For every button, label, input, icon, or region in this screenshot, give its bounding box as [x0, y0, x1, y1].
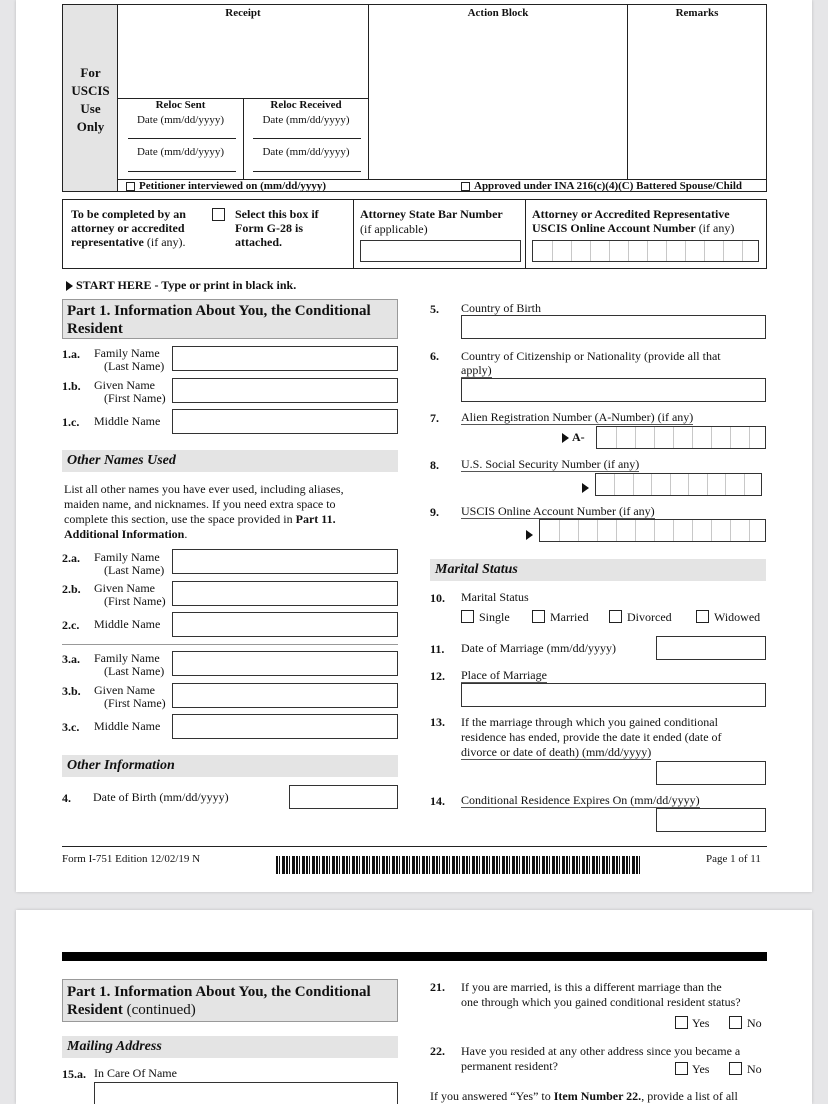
- family-name-label-3a: Family Name (Last Name): [94, 651, 165, 678]
- country-of-birth-label: Country of Birth: [461, 301, 541, 315]
- family-name-label-1a: Family Name (Last Name): [94, 346, 165, 373]
- reloc-received-date-line-1[interactable]: [253, 138, 361, 139]
- uscis-use-block: For USCIS Use Only Receipt Action Block Remarks Reloc Sent Reloc Received Date (mm/dd/yyyy) Date (mm/dd/yyyy) Date (mm/dd/yyyy) Date (mm/dd/yyyy) Petitioner interviewed on (mm/dd/yyyy) Approved under INA 216(c)(4)(C) Battered Spouse/Child: [62, 4, 767, 192]
- date-of-birth-label: Date of Birth (mm/dd/yyyy): [93, 790, 229, 804]
- g28-attached-label: Select this box if Form G-28 is attached.: [235, 207, 319, 249]
- attorney-block: To be completed by an attorney or accredited representative (if any). Select this box if Form G-28 is attached. Attorney State Bar Number (if applicable) Attorney or Accredited Representative USCIS Online Account Number (if any): [62, 199, 767, 269]
- g28-attached-checkbox[interactable]: [212, 208, 225, 221]
- action-block-heading: Action Block: [467, 7, 529, 19]
- approved-battered-spouse-checkbox[interactable]: [461, 182, 470, 191]
- divorced-checkbox[interactable]: [609, 610, 622, 623]
- divorced-label: Divorced: [627, 610, 672, 624]
- family-name-label-2a: Family Name (Last Name): [94, 550, 165, 577]
- family-name-input[interactable]: [172, 346, 398, 371]
- place-of-marriage-input[interactable]: [461, 683, 766, 707]
- marital-status-header: Marital Status: [430, 559, 766, 581]
- other-names-instructions: List all other names you have ever used, including aliases, maiden name, and nicknames. If you need extra space to complete this section, use the space provided in Part 11. Additional Information.: [64, 482, 344, 541]
- other-family-name-input-2a[interactable]: [172, 549, 398, 574]
- start-here-instruction: START HERE - Type or print in black ink.: [66, 278, 296, 292]
- reloc-sent-date-line-2[interactable]: [128, 171, 236, 172]
- country-of-citizenship-input[interactable]: [461, 378, 766, 402]
- different-marriage-no-checkbox[interactable]: [729, 1016, 742, 1029]
- marriage-ended-label: If the marriage through which you gained conditional residence has ended, provide the date it ended (date of divorce or date of death) (mm/dd/yyyy): [461, 715, 722, 759]
- no-label: No: [747, 1062, 762, 1076]
- form-edition-footer: Form I-751 Edition 12/02/19 N: [62, 853, 201, 865]
- country-of-citizenship-label: Country of Citizenship or Nationality (provide all that apply): [461, 349, 721, 377]
- form-page-1: For USCIS Use Only Receipt Action Block Remarks Reloc Sent Reloc Received Date (mm/dd/yyyy) Date (mm/dd/yyyy) Date (mm/dd/yyyy) Date (mm/dd/yyyy) Petitioner interviewed on (mm/dd/yyyy) Approved under INA 216(c)(4)(C) Battered Spouse/Child To be completed by an attorney or accredited representative (if any). Select this box if Form G-28 is attached. Attorney State Bar Number (if applicable) Attorney or Accredited Representative USCIS Online Account Number (if any) START HERE - Type or print in black ink. Part 1. Information About You, the Conditional Resident 1.a. Family Name (Last Name) 1.b. Given Name (First Name) 1.c. Middle Name Other Names Used List all other names you have ever used, including aliases, maiden name, and nicknames. If you need extra space to complete this section, use the space provided in Part 11. Additional Information. 2.a. Family Name (Last Name) 2.b. Given Name (First Name) 2.c. Middle Name 3.a. Family Name (Last Name) 3.b. Given Name (First Name) 3.c. Middle Name Other Information 4. Date of Birth (mm/dd/yyyy) 5. Country of Birth 6. Country of Citizenship or Nationality (provide all that apply) 7. Alien Registration Number (A-Number) (if any) A- 8. U.S. Social Security Number (if any) 9. USCIS Online Account Number (if any) Marital Status 10. Marital Status Single Married Divorced Widowed 11. Date of Marriage (mm/dd/yyyy) 12. Place of Marriage 13. If the marriage through which you gained conditional residence has ended, provide the date it ended (date of divorce or date of death) (mm/dd/yyyy) 14. Conditional Residence Expires On (mm/dd/yyyy) Form I-751 Edition 12/02/19 N Page 1 of 11: [16, 0, 812, 892]
- other-family-name-input-3a[interactable]: [172, 651, 398, 676]
- approved-battered-spouse-label: Approved under INA 216(c)(4)(C) Battered Spouse/Child: [474, 180, 742, 192]
- part1-header: Part 1. Information About You, the Conditional Resident: [62, 299, 398, 339]
- petitioner-interviewed-label: Petitioner interviewed on (mm/dd/yyyy): [139, 180, 327, 192]
- arrow-right-icon: [582, 479, 592, 497]
- date-of-marriage-input[interactable]: [656, 636, 766, 660]
- given-name-label-3b: Given Name (First Name): [94, 683, 166, 710]
- yes-label: Yes: [692, 1016, 710, 1030]
- uscis-online-account-input[interactable]: [539, 519, 766, 542]
- other-address-question: Have you resided at any other address since you became a permanent resident?: [461, 1044, 741, 1073]
- reloc-received-label: Reloc Received: [270, 99, 342, 111]
- different-marriage-question: If you are married, is this a different marriage than the one through which you gained conditional resident status?: [461, 980, 741, 1009]
- other-middle-name-input-3c[interactable]: [172, 714, 398, 739]
- widowed-label: Widowed: [714, 610, 761, 624]
- single-checkbox[interactable]: [461, 610, 474, 623]
- page-number-footer: Page 1 of 11: [706, 853, 761, 865]
- address-list-instruction: If you answered “Yes” to Item Number 22., provide a list of all: [430, 1089, 738, 1103]
- reloc-sent-date-line-1[interactable]: [128, 138, 236, 139]
- petitioner-interviewed-checkbox[interactable]: [126, 182, 135, 191]
- part1-continued-header: Part 1. Information About You, the Conditional Resident (continued): [62, 979, 398, 1022]
- petitioner-interviewed-date-line[interactable]: [341, 191, 454, 192]
- given-name-label-2b: Given Name (First Name): [94, 581, 166, 608]
- other-middle-name-input-2c[interactable]: [172, 612, 398, 637]
- receipt-heading: Receipt: [225, 7, 261, 19]
- remarks-heading: Remarks: [675, 7, 719, 19]
- middle-name-input[interactable]: [172, 409, 398, 434]
- other-address-yes-checkbox[interactable]: [675, 1062, 688, 1075]
- a-number-prefix: A-: [562, 430, 585, 444]
- conditional-residence-expires-input[interactable]: [656, 808, 766, 832]
- marital-status-label: Marital Status: [461, 590, 529, 604]
- form-page-2: Part 1. Information About You, the Conditional Resident (continued) Mailing Address 15.a. In Care Of Name 21. If you are married, is this a different marriage than the one through which you gained conditional resident status? Yes No 22. Have you resided at any other address since you became a permanent resident? Yes No If you answered “Yes” to Item Number 22., provide a list of all: [16, 910, 812, 1104]
- ssn-input[interactable]: [595, 473, 762, 496]
- arrow-right-icon: [526, 526, 536, 544]
- barcode: [276, 856, 640, 874]
- arrow-right-icon: [562, 433, 569, 443]
- no-label: No: [747, 1016, 762, 1030]
- marriage-ended-date-input[interactable]: [656, 761, 766, 785]
- state-bar-number-input[interactable]: [360, 240, 521, 262]
- single-label: Single: [479, 610, 510, 624]
- date-of-marriage-label: Date of Marriage (mm/dd/yyyy): [461, 641, 616, 655]
- given-name-label-1b: Given Name (First Name): [94, 378, 166, 405]
- widowed-checkbox[interactable]: [696, 610, 709, 623]
- other-given-name-input-3b[interactable]: [172, 683, 398, 708]
- married-label: Married: [550, 610, 589, 624]
- reloc-received-date-line-2[interactable]: [253, 171, 361, 172]
- reloc-sent-label: Reloc Sent: [155, 99, 206, 111]
- in-care-of-name-input[interactable]: [94, 1082, 398, 1104]
- attorney-online-account-input[interactable]: [532, 240, 759, 262]
- for-uscis-use-only-label: For USCIS Use Only: [63, 5, 118, 191]
- married-checkbox[interactable]: [532, 610, 545, 623]
- other-information-header: Other Information: [62, 755, 398, 777]
- page-top-rule: [62, 952, 767, 961]
- other-names-used-header: Other Names Used: [62, 450, 398, 472]
- middle-name-label-3c: Middle Name: [94, 719, 161, 733]
- ssn-label: U.S. Social Security Number (if any): [461, 457, 640, 471]
- different-marriage-yes-checkbox[interactable]: [675, 1016, 688, 1029]
- a-number-input[interactable]: [596, 426, 766, 449]
- attorney-completion-note: To be completed by an attorney or accredited representative (if any).: [71, 207, 186, 249]
- date-of-birth-input[interactable]: [289, 785, 398, 809]
- place-of-marriage-label: Place of Marriage: [461, 668, 547, 682]
- a-number-label: Alien Registration Number (A-Number) (if any): [461, 410, 694, 424]
- state-bar-label: Attorney State Bar Number: [360, 207, 503, 221]
- given-name-input[interactable]: [172, 378, 398, 403]
- middle-name-label-2c: Middle Name: [94, 617, 161, 631]
- in-care-of-name-label: In Care Of Name: [94, 1066, 177, 1080]
- other-address-no-checkbox[interactable]: [729, 1062, 742, 1075]
- uscis-online-account-label: USCIS Online Account Number (if any): [461, 504, 655, 518]
- middle-name-label-1c: Middle Name: [94, 414, 161, 428]
- conditional-residence-expires-label: Conditional Residence Expires On (mm/dd/yyyy): [461, 793, 700, 807]
- attorney-online-account-label: Attorney or Accredited Representative USCIS Online Account Number (if any): [532, 207, 735, 235]
- arrow-right-icon: [66, 281, 73, 291]
- other-given-name-input-2b[interactable]: [172, 581, 398, 606]
- yes-label: Yes: [692, 1062, 710, 1076]
- mailing-address-header: Mailing Address: [62, 1036, 398, 1058]
- country-of-birth-input[interactable]: [461, 315, 766, 339]
